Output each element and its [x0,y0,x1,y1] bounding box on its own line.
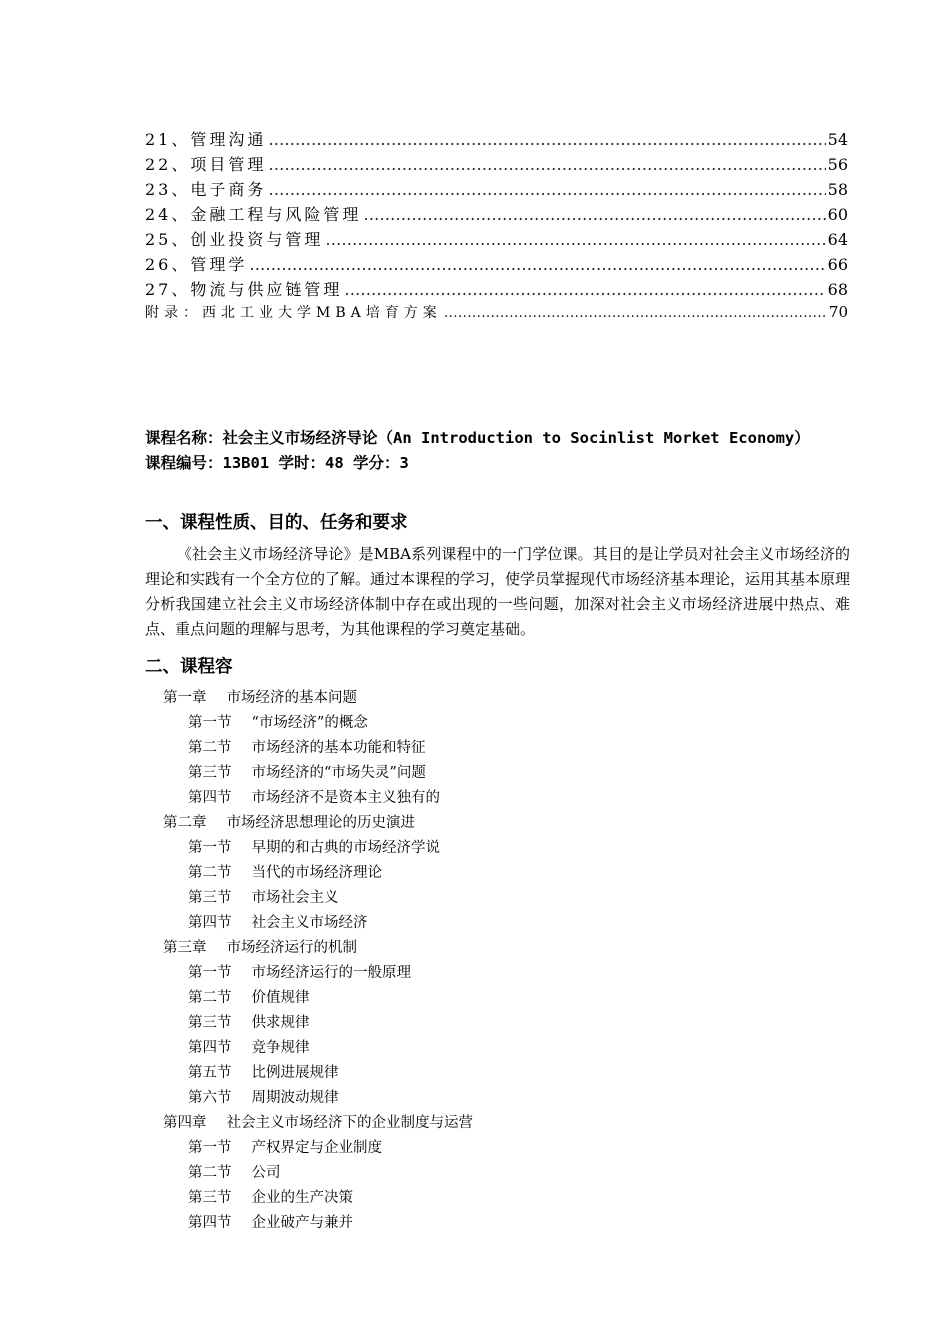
section-item [163,1211,723,1236]
toc-entry[interactable]: 26、管理学 …………………………………………………………………………………………………………………………………………………………………………………… 66 [145,252,848,277]
section-number: 第三节 [188,890,232,906]
section-title: 市场经济的基本功能和特征 [251,740,426,756]
section-number: 第一节 [188,840,232,856]
section-number: 第三节 [188,1015,232,1031]
toc-entry[interactable]: 25、创业投资与管理 …………………………………………………………………………………………………………………………………………………………………………………… 64 [145,227,848,252]
toc-entry[interactable]: 21、管理沟通 …………………………………………………………………………………………………………………………………………………………………………………… 54 [145,127,848,152]
toc-entry[interactable]: 27、物流与供应链管理 …………………………………………………………………………………………………………………………………………………………………………………… 68 [145,277,848,302]
chapter-title: 市场经济运行的机制 [226,940,357,956]
section-title: 市场经济运行的一般原理 [251,965,411,981]
section-title: 早期的和古典的市场经济学说 [251,840,440,856]
chapter-heading [163,686,723,711]
toc-entry[interactable]: 24、金融工程与风险管理 …………………………………………………………………………………………………………………………………………………………………………………… 60 [145,202,848,227]
section-number: 第四节 [188,1040,232,1056]
chapter-heading [163,1111,723,1136]
section-item [163,1186,723,1211]
course-name: 课程名称：社会主义市场经济导论（An Introduction to Socinlist Morket Economy） [145,429,810,447]
section-item [163,736,723,761]
section-title: 社会主义市场经济 [251,915,368,931]
chapter-heading [163,811,723,836]
section-number: 第三节 [188,765,232,781]
course-header [145,426,845,476]
section-title: 市场经济不是资本主义独有的 [251,790,440,806]
toc-page-number: 56 [827,155,848,174]
toc-page-number: 58 [827,180,848,199]
section-number: 第五节 [188,1065,232,1081]
section-title: 周期波动规律 [251,1090,339,1106]
section-number: 第一节 [188,715,232,731]
chapter-heading [163,936,723,961]
section-item [163,836,723,861]
section-item [163,1061,723,1086]
section-title: “市场经济”的概念 [251,715,368,731]
section-item [163,861,723,886]
section-number: 第二节 [188,990,232,1006]
section-title: 公司 [251,1165,281,1181]
section-title: 比例进展规律 [251,1065,339,1081]
section-item [163,786,723,811]
section-item [163,1136,723,1161]
section-item [163,1161,723,1186]
section-number: 第一节 [188,965,232,981]
section-title: 价值规律 [251,990,310,1006]
chapter-number: 第四章 [163,1115,207,1131]
toc-page-number: 70 [828,303,848,321]
course-description [145,542,850,642]
toc-page-number: 66 [827,255,848,274]
toc-page-number: 54 [827,130,848,149]
section-title: 企业的生产决策 [251,1190,353,1206]
section-item [163,711,723,736]
section-number: 第二节 [188,740,232,756]
section-heading: 二、课程容 [145,657,233,677]
section-item [163,886,723,911]
toc-page-number: 60 [827,205,848,224]
toc-entry-appendix[interactable]: 附录：西北工业大学MBA培育方案 …………………………………………………………………………………………………………………………………………………………………………………… 70 [145,302,848,327]
section-number: 第四节 [188,915,232,931]
chapter-title: 市场经济思想理论的历史演进 [226,815,415,831]
section-title: 企业破产与兼并 [251,1215,353,1231]
toc-entry[interactable]: 22、项目管理 …………………………………………………………………………………………………………………………………………………………………………………… 56 [145,152,848,177]
section-item [163,1036,723,1061]
section-number: 第四节 [188,790,232,806]
section-number: 第六节 [188,1090,232,1106]
section-item [163,961,723,986]
toc-page-number: 68 [827,280,848,299]
section-item [163,986,723,1011]
course-outline [163,686,723,1236]
table-of-contents [145,127,848,327]
section-heading: 一、课程性质、目的、任务和要求 [145,513,408,533]
section-number: 第四节 [188,1215,232,1231]
chapter-number: 第二章 [163,815,207,831]
section-item [163,1011,723,1036]
section-title: 当代的市场经济理论 [251,865,382,881]
section-title: 市场经济的“市场失灵”问题 [251,765,426,781]
section-title: 竞争规律 [251,1040,310,1056]
section-number: 第二节 [188,865,232,881]
section-item [163,911,723,936]
section-number: 第一节 [188,1140,232,1156]
section-title: 市场社会主义 [251,890,339,906]
section-item [163,1086,723,1111]
toc-entry[interactable]: 23、电子商务 …………………………………………………………………………………………………………………………………………………………………………………… 58 [145,177,848,202]
section-title: 供求规律 [251,1015,310,1031]
course-info: 课程编号：13B01 学时：48 学分：3 [145,454,409,472]
toc-page-number: 64 [827,230,848,249]
description-paragraph: 《社会主义市场经济导论》是MBA系列课程中的一门学位课。其目的是让学员对社会主义市场经济的理论和实践有一个全方位的了解。通过本课程的学习，使学员掌握现代市场经济基本理论，运用其基本原理分析我国建立社会主义市场经济体制中存在或出现的一些问题，加深对社会主义市场经济进展中热点、难点、重点问题的理解与思考，为其他课程的学习奠定基础。 [145,545,851,638]
chapter-number: 第一章 [163,690,207,706]
section-title: 产权界定与企业制度 [251,1140,382,1156]
chapter-number: 第三章 [163,940,207,956]
chapter-title: 社会主义市场经济下的企业制度与运营 [226,1115,473,1131]
section-number: 第二节 [188,1165,232,1181]
section-item [163,761,723,786]
chapter-title: 市场经济的基本问题 [226,690,357,706]
section-number: 第三节 [188,1190,232,1206]
